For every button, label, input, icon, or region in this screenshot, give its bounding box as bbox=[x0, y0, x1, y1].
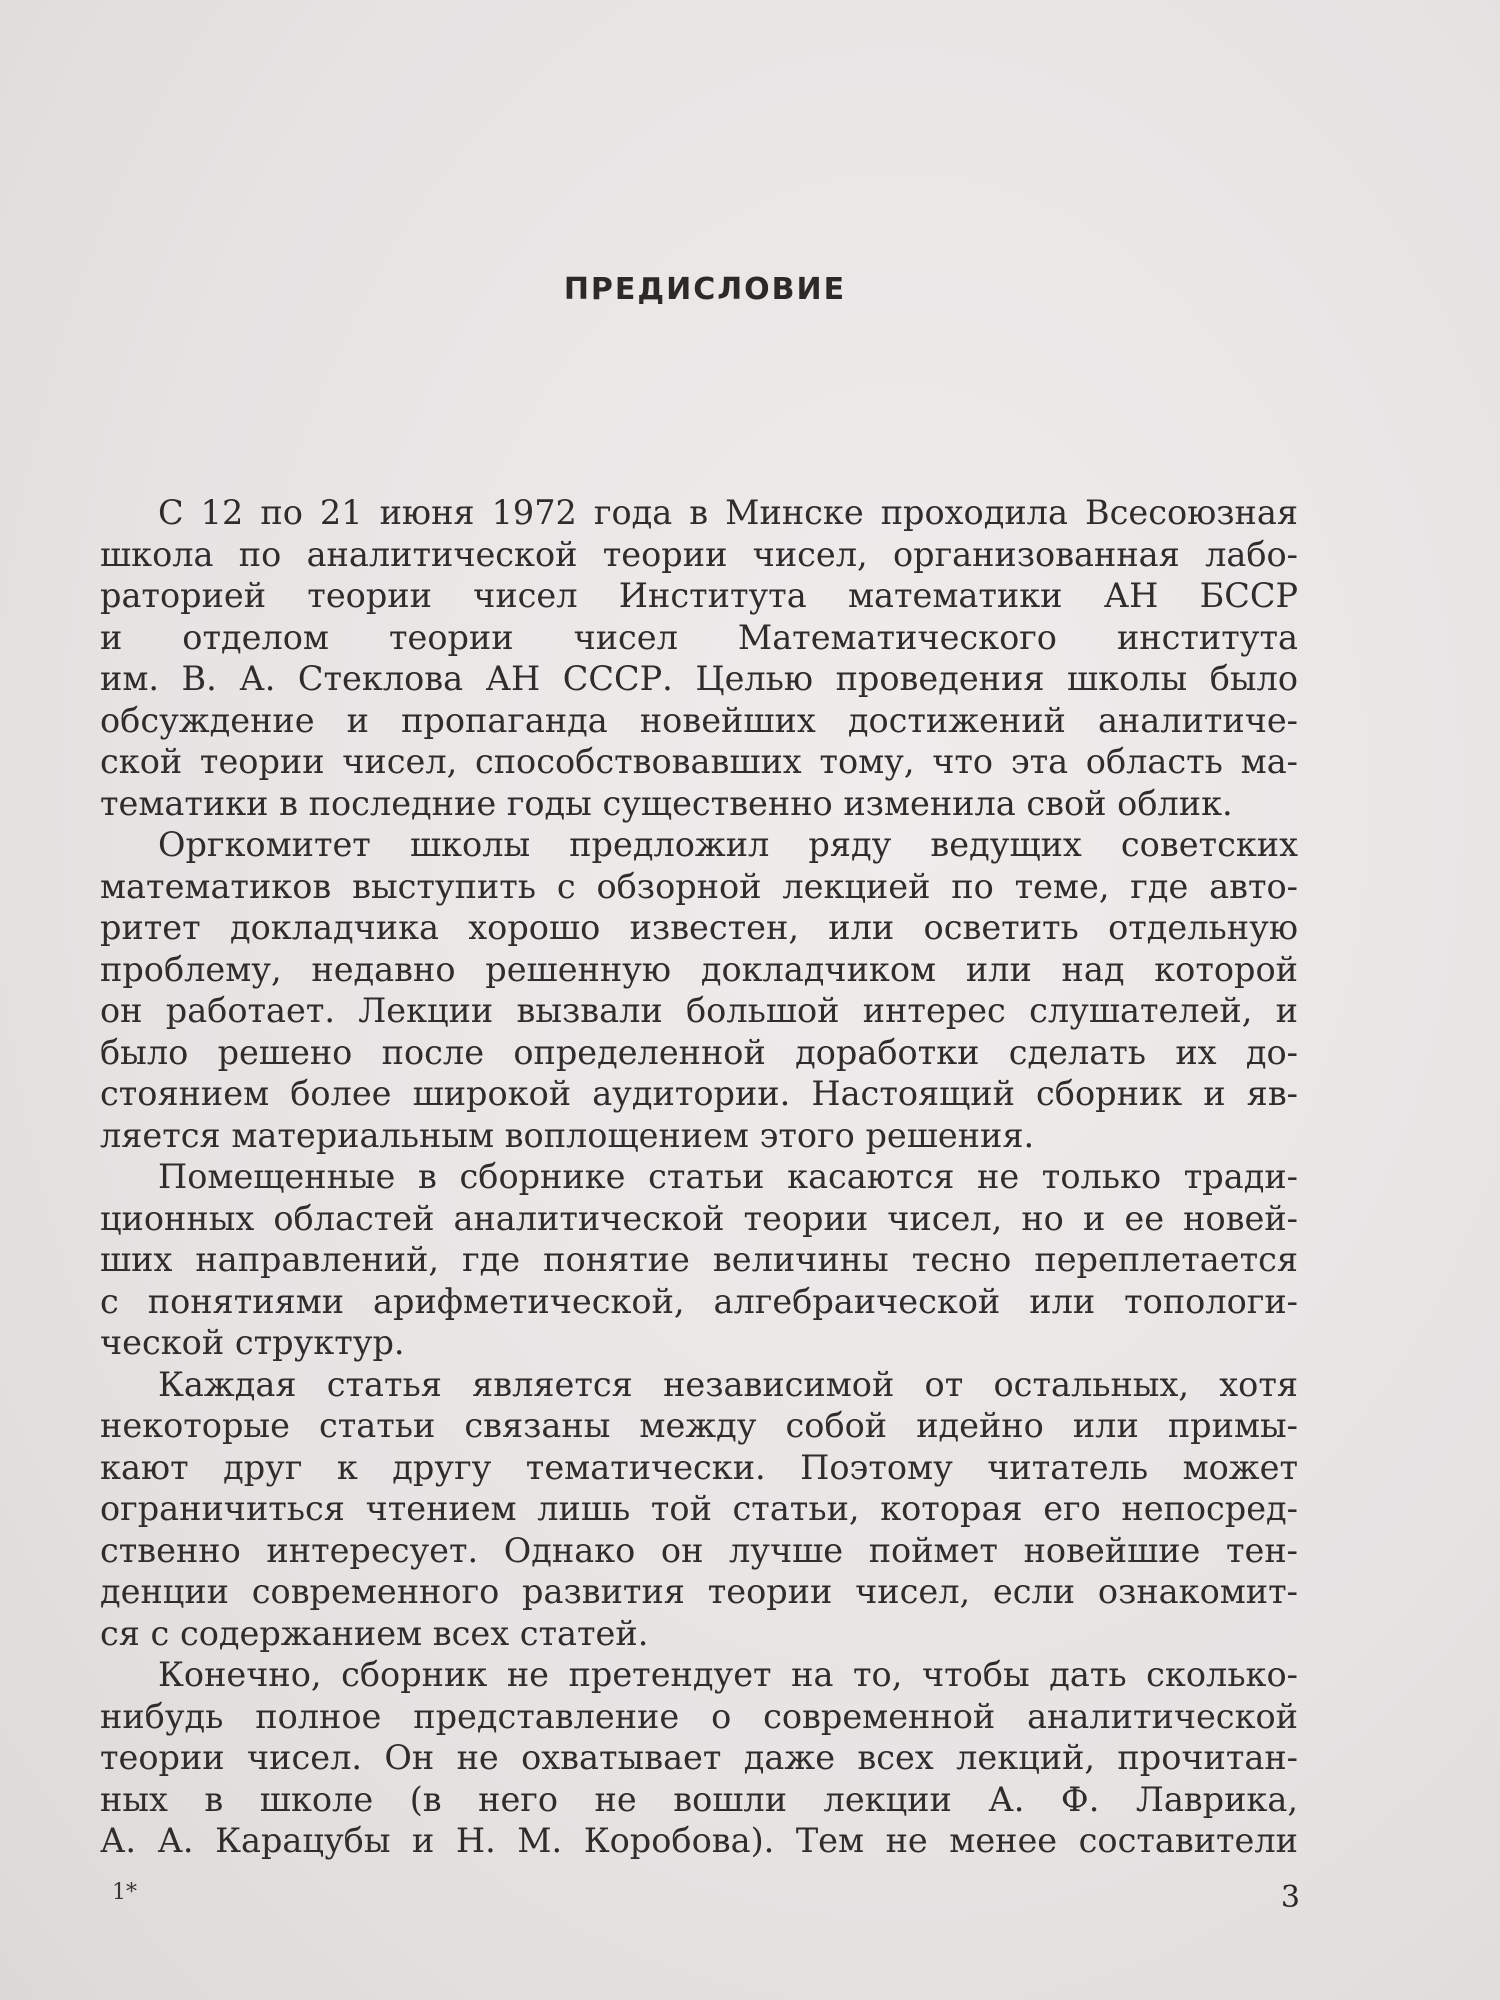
page-number: 3 bbox=[1280, 1880, 1300, 1915]
text-line: некоторые статьи связаны между собой идейно или примы- bbox=[100, 1406, 1298, 1445]
text-line: раторией теории чисел Института математики АН БССР bbox=[100, 576, 1298, 615]
text-line: школа по аналитической теории чисел, организованная лабо- bbox=[100, 534, 1298, 574]
text-line: ритет докладчика хорошо известен, или осветить отдельную bbox=[100, 908, 1298, 947]
body-text bbox=[100, 492, 1298, 1862]
text-line: ской теории чисел, способствовавших тому, что эта область ма- bbox=[100, 742, 1298, 781]
paragraph-4 bbox=[100, 1364, 1298, 1655]
text-line: проблему, недавно решенную докладчиком или над которой bbox=[100, 949, 1298, 989]
text-line: ческой структур. bbox=[100, 1323, 405, 1362]
text-line: им. В. А. Стеклова АН СССР. Целью проведения школы было bbox=[100, 659, 1298, 698]
paragraph-2 bbox=[100, 824, 1298, 1156]
signature-mark: 1* bbox=[112, 1880, 137, 1905]
paragraph-5 bbox=[100, 1654, 1298, 1862]
text-line: Каждая статья является независимой от остальных, хотя bbox=[158, 1364, 1298, 1404]
text-line: А. А. Карацубы и Н. М. Коробова). Тем не менее составители bbox=[100, 1821, 1298, 1860]
text-line: Конечно, сборник не претендует на то, чтобы дать сколько- bbox=[158, 1655, 1298, 1694]
text-line: с понятиями арифметической, алгебраической или топологи- bbox=[100, 1281, 1298, 1321]
text-line: тематики в последние годы существенно изменила свой облик. bbox=[100, 783, 1233, 823]
text-line: ограничиться чтением лишь той статьи, которая его непосред- bbox=[100, 1489, 1298, 1528]
paragraph-3 bbox=[100, 1156, 1298, 1364]
text-line: стоянием более широкой аудитории. Настоящий сборник и яв- bbox=[100, 1074, 1298, 1113]
paragraph-1 bbox=[100, 492, 1298, 824]
text-line: он работает. Лекции вызвали большой интерес слушателей, и bbox=[100, 991, 1298, 1030]
text-line: ших направлений, где понятие величины тесно переплетается bbox=[100, 1240, 1298, 1279]
text-line: ственно интересует. Однако он лучше поймет новейшие тен- bbox=[100, 1530, 1298, 1570]
text-line: денции современного развития теории чисел, если ознакомит- bbox=[100, 1572, 1298, 1611]
text-line: ся с содержанием всех статей. bbox=[100, 1613, 649, 1653]
text-line: кают друг к другу тематически. Поэтому читатель может bbox=[100, 1447, 1298, 1487]
text-line: теории чисел. Он не охватывает даже всех лекций, прочитан- bbox=[100, 1738, 1298, 1777]
text-line: Оргкомитет школы предложил ряду ведущих советских bbox=[158, 825, 1298, 864]
text-line: С 12 по 21 июня 1972 года в Минске проходила Всесоюзная bbox=[158, 493, 1298, 532]
text-line: ционных областей аналитической теории чисел, но и ее новей- bbox=[100, 1198, 1298, 1238]
text-line: нибудь полное представление о современной аналитической bbox=[100, 1696, 1298, 1736]
page-title: ПРЕДИСЛОВИЕ bbox=[563, 272, 847, 307]
text-line: и отделом теории чисел Математического института bbox=[100, 617, 1298, 657]
text-line: математиков выступить с обзорной лекцией по теме, где авто- bbox=[100, 866, 1298, 906]
text-line: обсуждение и пропаганда новейших достижений аналитиче- bbox=[100, 700, 1298, 740]
text-line: Помещенные в сборнике статьи касаются не только тради- bbox=[158, 1157, 1298, 1196]
text-line: было решено после определенной доработки сделать их до- bbox=[100, 1032, 1298, 1072]
text-line: ных в школе (в него не вошли лекции А. Ф. Лаврика, bbox=[100, 1779, 1298, 1819]
text-line: ляется материальным воплощением этого решения. bbox=[100, 1115, 1035, 1155]
